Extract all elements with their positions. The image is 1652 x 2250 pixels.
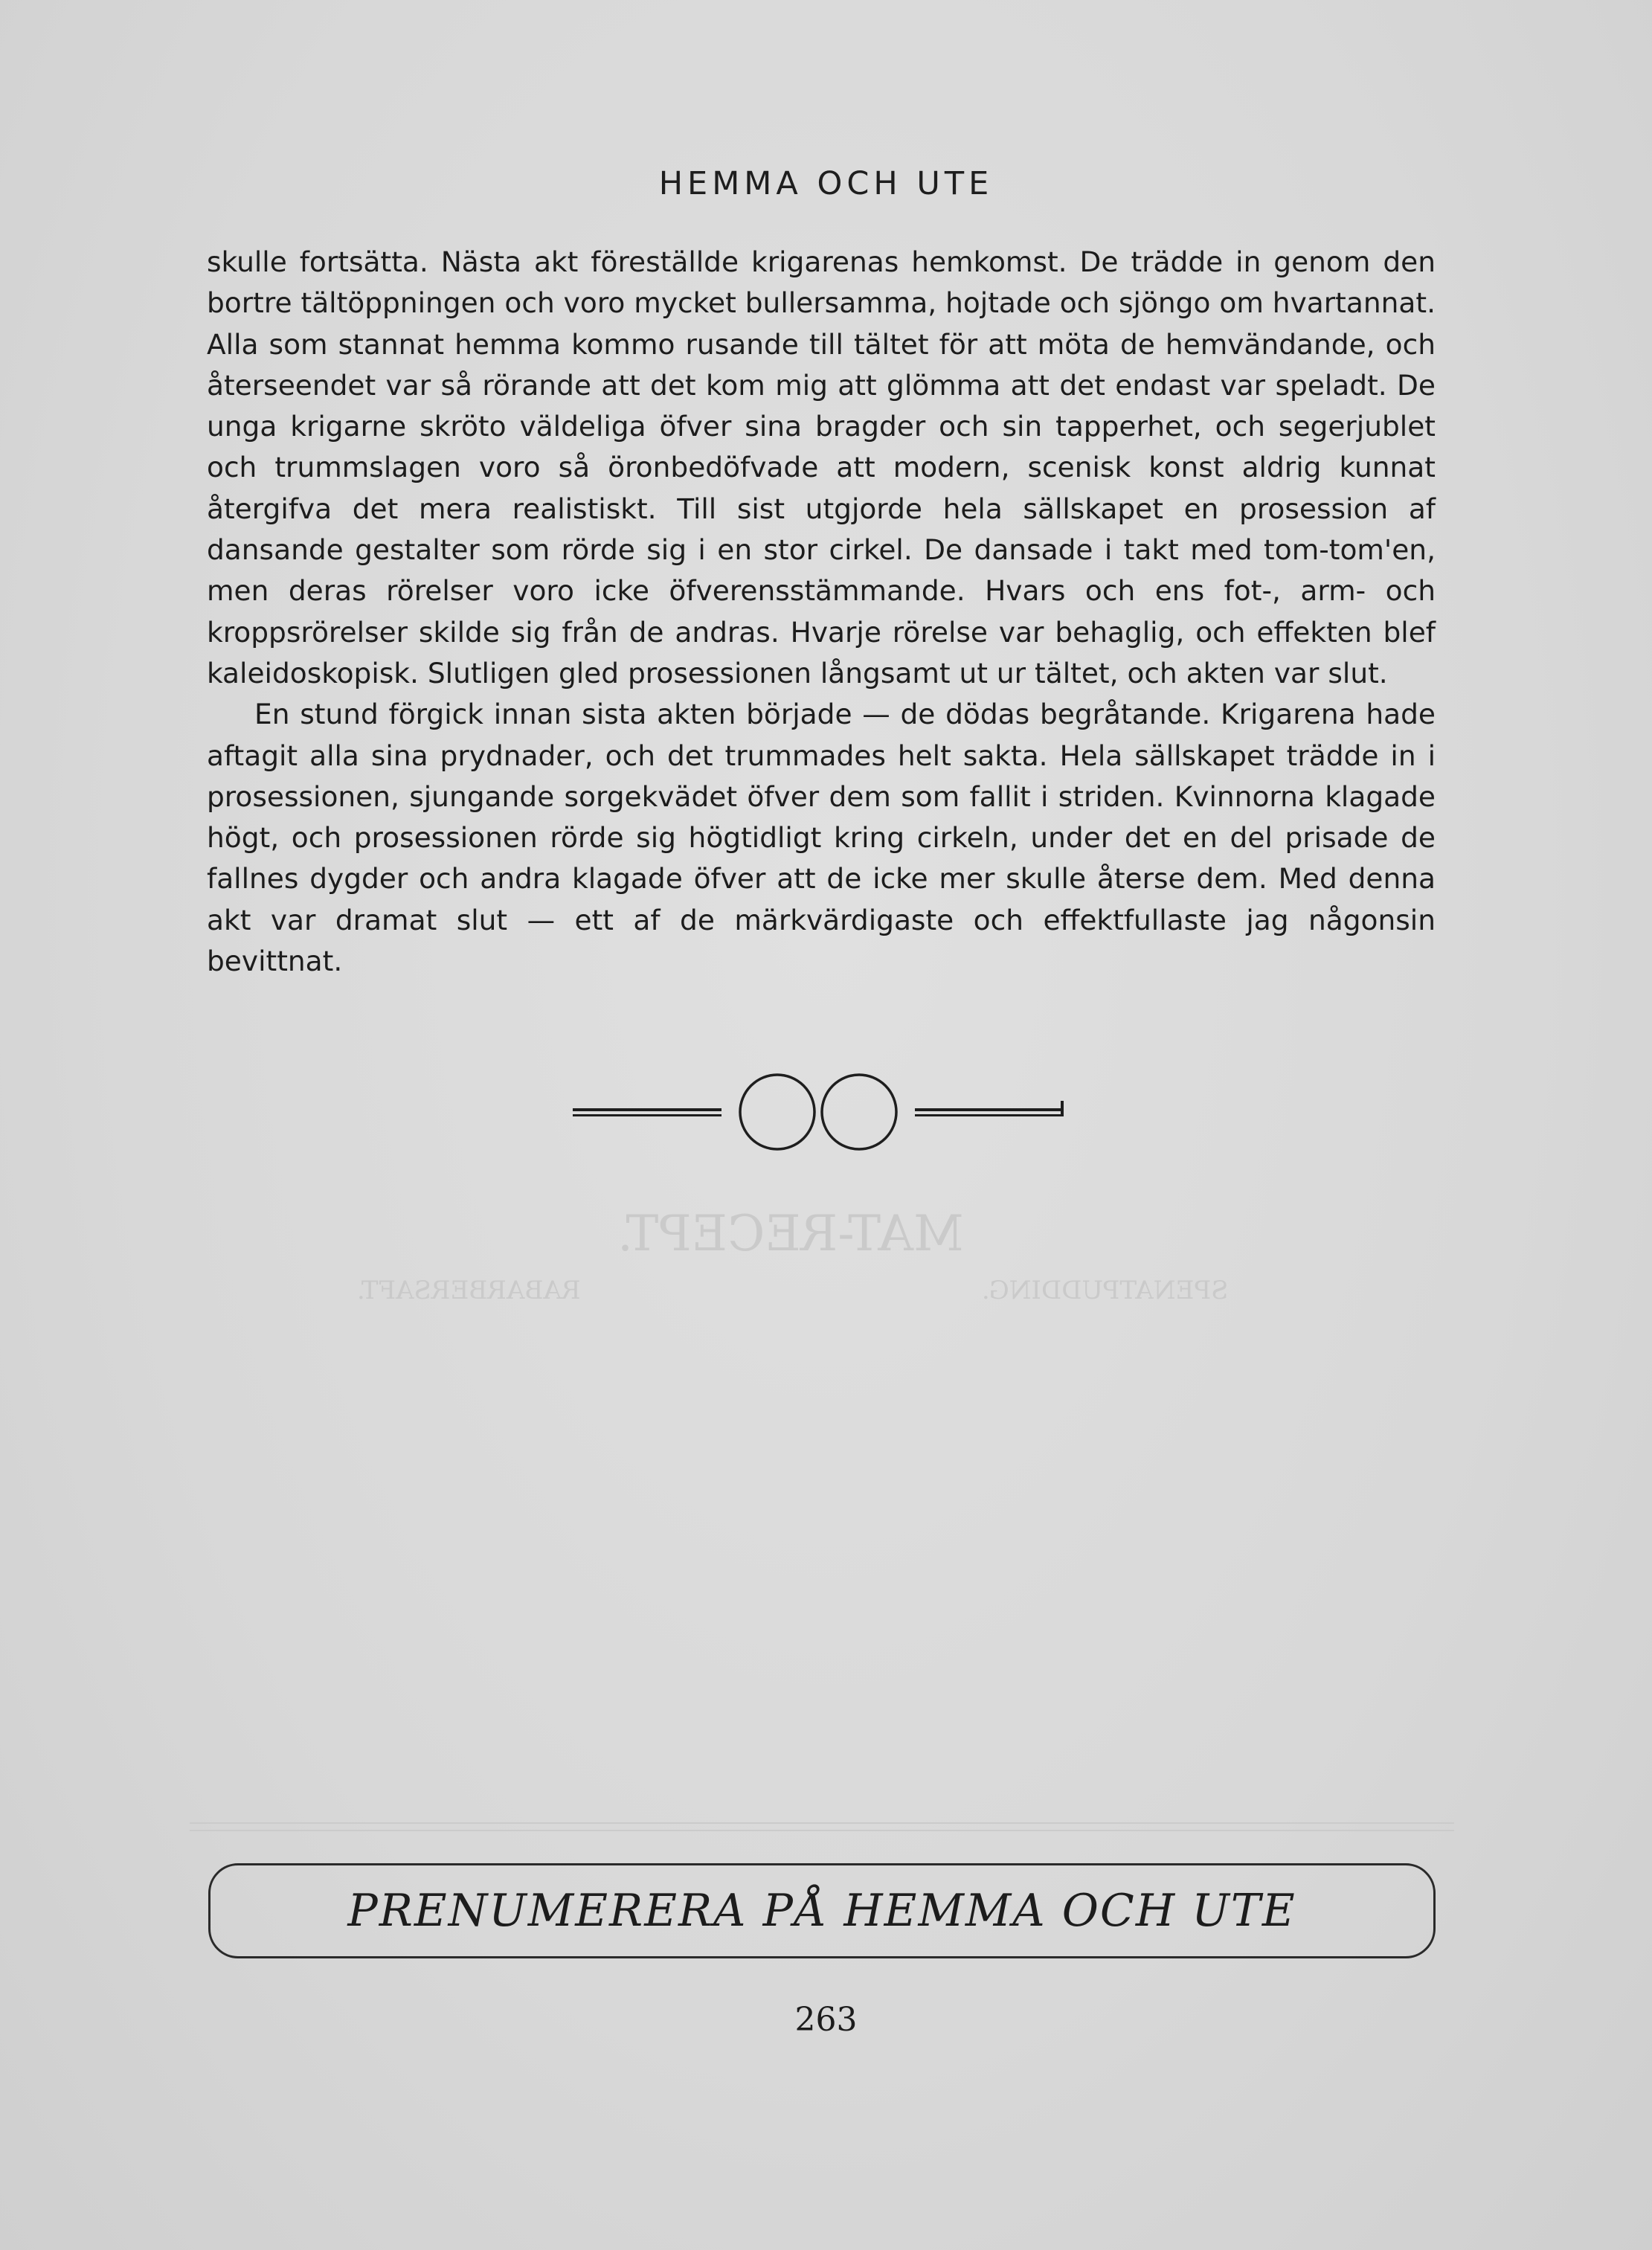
paragraph: skulle fortsätta. Nästa akt föreställde krigarenas hemkomst. De trädde in genom den bortre tältöppningen och voro mycket bullersamma, hojtade och sjöngo om hvartannat. Alla som stannat hemma kommo rusande till tältet för att möta de hemvändande, och återseendet var så rörande att det kom mig att glömma att det endast var speladt. De unga krigarne skröto väldeliga öfver sina bragder och sin tapperhet, och segerjublet och trummslagen voro så öronbedöfvade att modern, scenisk konst aldrig kunnat återgifva det mera realistiskt. Till sist utgjorde hela sällskapet en prosession af dansande gestalter som rörde sig i en stor cirkel. De dansade i takt med tom-tom'en, men deras rörelser voro icke öfverensstämmande. Hvars och ens fot-, arm- och kroppsrörelser skilde sig från de andras. Hvarje rörelse var behaglig, och effekten blef kaleidoskopisk. Slutligen gled prosessionen långsamt ut ur tältet, och akten var slut. xyxy=(207,245,1436,690)
ornament-left-ring xyxy=(740,1075,814,1149)
show-through-subheading: SPENATPUDDING. xyxy=(982,1276,1229,1305)
ornament-right-ring xyxy=(822,1075,896,1149)
subscribe-banner xyxy=(208,1863,1436,1958)
show-through-rule xyxy=(190,1822,1454,1824)
show-through-subheading: RABARBERSAFT. xyxy=(357,1276,581,1305)
subscribe-text: PRENUMERERA PÅ HEMMA OCH UTE xyxy=(347,1885,1296,1937)
show-through-heading: MAT-RECEPT. xyxy=(617,1205,964,1262)
ornament-left-bar xyxy=(573,1108,721,1111)
article-body xyxy=(207,242,1436,982)
ornament-right-bar xyxy=(915,1108,1064,1111)
show-through-rule xyxy=(190,1830,1454,1831)
end-ornament xyxy=(573,1071,1064,1153)
running-head: HEMMA OCH UTE xyxy=(658,165,994,202)
ornament-end-cap xyxy=(1061,1101,1064,1116)
paragraph: En stund förgick innan sista akten började — de dödas begråtande. Krigarena hade aftagit alla sina prydnader, och det trummades helt sakta. Hela sällskapet trädde in i prosessionen, sjungande sorgekvädet öfver dem som fallit i striden. Kvinnorna klagade högt, och prosessionen rörde sig högtidligt kring cirkeln, under det en del prisade de fallnes dygder och andra klagade öfver att de icke mer skulle återse dem. Med denna akt var dramat slut — ett af de märkvärdigaste och effektfullaste jag någonsin bevittnat. xyxy=(207,698,1436,978)
ornament-left-bar-2 xyxy=(573,1114,721,1116)
ornament-right-bar-2 xyxy=(915,1114,1064,1116)
page-number: 263 xyxy=(794,2001,858,2039)
